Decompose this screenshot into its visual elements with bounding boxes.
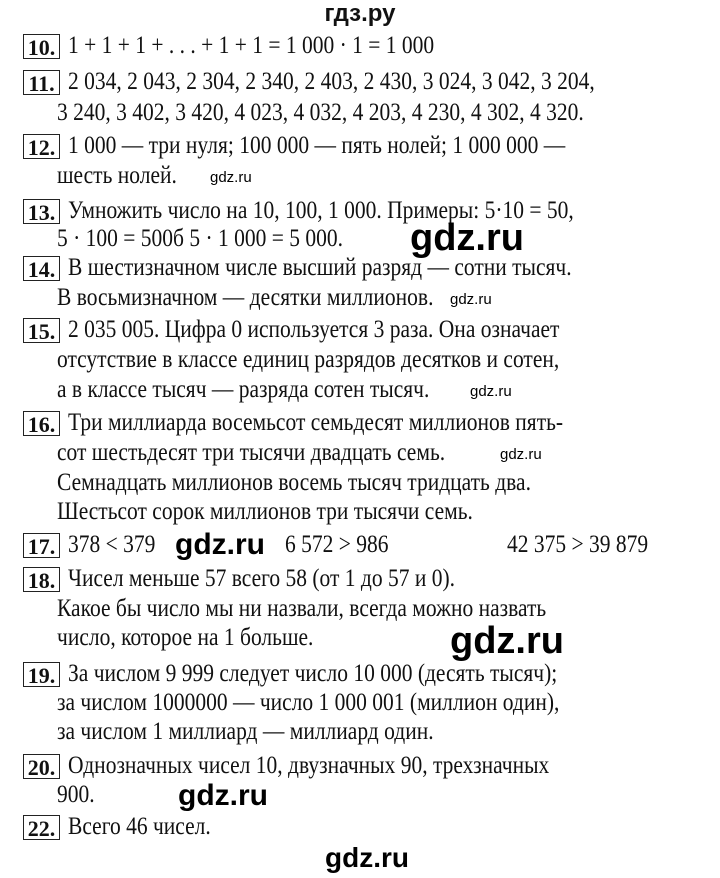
comparison: 6 572 > 986 <box>285 531 389 558</box>
answer-line: шесть нолей. <box>57 162 177 189</box>
watermark: gdz.ru <box>210 169 252 186</box>
exercise-number: 19. <box>23 662 60 687</box>
watermark: gdz.ru <box>500 446 542 463</box>
comparison: 42 375 > 39 879 <box>507 531 649 558</box>
answer-line: За числом 9 999 следует число 10 000 (десять тысяч); <box>68 660 558 687</box>
exercise-number: 12. <box>23 134 60 159</box>
watermark: gdz.ru <box>325 842 409 873</box>
exercise-number: 16. <box>23 411 60 436</box>
watermark: gdz.ru <box>450 620 564 662</box>
answer-line: Умножить число на 10, 100, 1 000. Примеры: 5·10 = 50, <box>68 197 574 224</box>
watermark: gdz.ru <box>450 291 492 308</box>
answer-line: Семнадцать миллионов восемь тысяч тридцать два. <box>57 469 531 496</box>
site-header: гдз.ру <box>324 0 396 27</box>
exercise-number: 17. <box>23 533 60 558</box>
exercise-number: 18. <box>23 567 60 592</box>
exercise-number: 22. <box>23 815 60 840</box>
answer-line: Однозначных чисел 10, двузначных 90, трехзначных <box>68 752 550 779</box>
comparison: 378 < 379 <box>68 531 156 558</box>
answer-line: Всего 46 чисел. <box>68 813 211 840</box>
exercise-number: 11. <box>23 70 60 95</box>
exercise-number: 10. <box>23 34 60 59</box>
answer-line: 1 + 1 + 1 + . . . + 1 + 1 = 1 000 · 1 = 1 000 <box>68 32 435 59</box>
answer-line: 900. <box>57 781 95 808</box>
answer-line: 2 035 005. Цифра 0 используется 3 раза. Она означает <box>68 316 560 343</box>
exercise-number: 14. <box>23 256 60 281</box>
answer-line: 5 · 100 = 500б 5 · 1 000 = 5 000. <box>57 225 344 252</box>
answer-line: 3 240, 3 402, 3 420, 4 023, 4 032, 4 203, 4 230, 4 302, 4 320. <box>57 99 584 126</box>
answer-line: за числом 1000000 — число 1 000 001 (миллион один), <box>57 689 560 716</box>
answer-line: 2 034, 2 043, 2 304, 2 340, 2 403, 2 430, 3 024, 3 042, 3 204, <box>68 68 595 95</box>
exercise-number: 15. <box>23 318 60 343</box>
watermark: gdz.ru <box>470 383 512 400</box>
exercise-number: 13. <box>23 199 60 224</box>
answer-line: Шестьсот сорок миллионов три тысячи семь. <box>57 498 473 525</box>
watermark: gdz.ru <box>175 528 265 561</box>
answer-line: Какое бы число мы ни назвали, всегда можно назвать <box>57 595 547 622</box>
answer-line: 1 000 — три нуля; 100 000 — пять нолей; 1 000 000 — <box>68 132 566 159</box>
watermark: gdz.ru <box>178 779 268 812</box>
answer-line: сот шестьдесят три тысячи двадцать семь. <box>57 439 446 466</box>
answer-line: за числом 1 миллиард — миллиард один. <box>57 718 434 745</box>
answer-line: Чисел меньше 57 всего 58 (от 1 до 57 и 0). <box>68 565 456 592</box>
answer-line: В шестизначном числе высший разряд — сотни тысяч. <box>68 254 572 281</box>
answer-line: В восьмизначном — десятки миллионов. <box>57 284 434 311</box>
answer-line: Три миллиарда восемьсот семьдесят миллионов пять- <box>68 409 564 436</box>
answer-line: отсутствие в классе единиц разрядов десятков и сотен, <box>57 346 560 373</box>
exercise-number: 20. <box>23 754 60 779</box>
watermark: gdz.ru <box>410 217 524 259</box>
answer-line: а в классе тысяч — разряда сотен тысяч. <box>57 376 430 403</box>
answer-line: число, которое на 1 больше. <box>57 624 314 651</box>
